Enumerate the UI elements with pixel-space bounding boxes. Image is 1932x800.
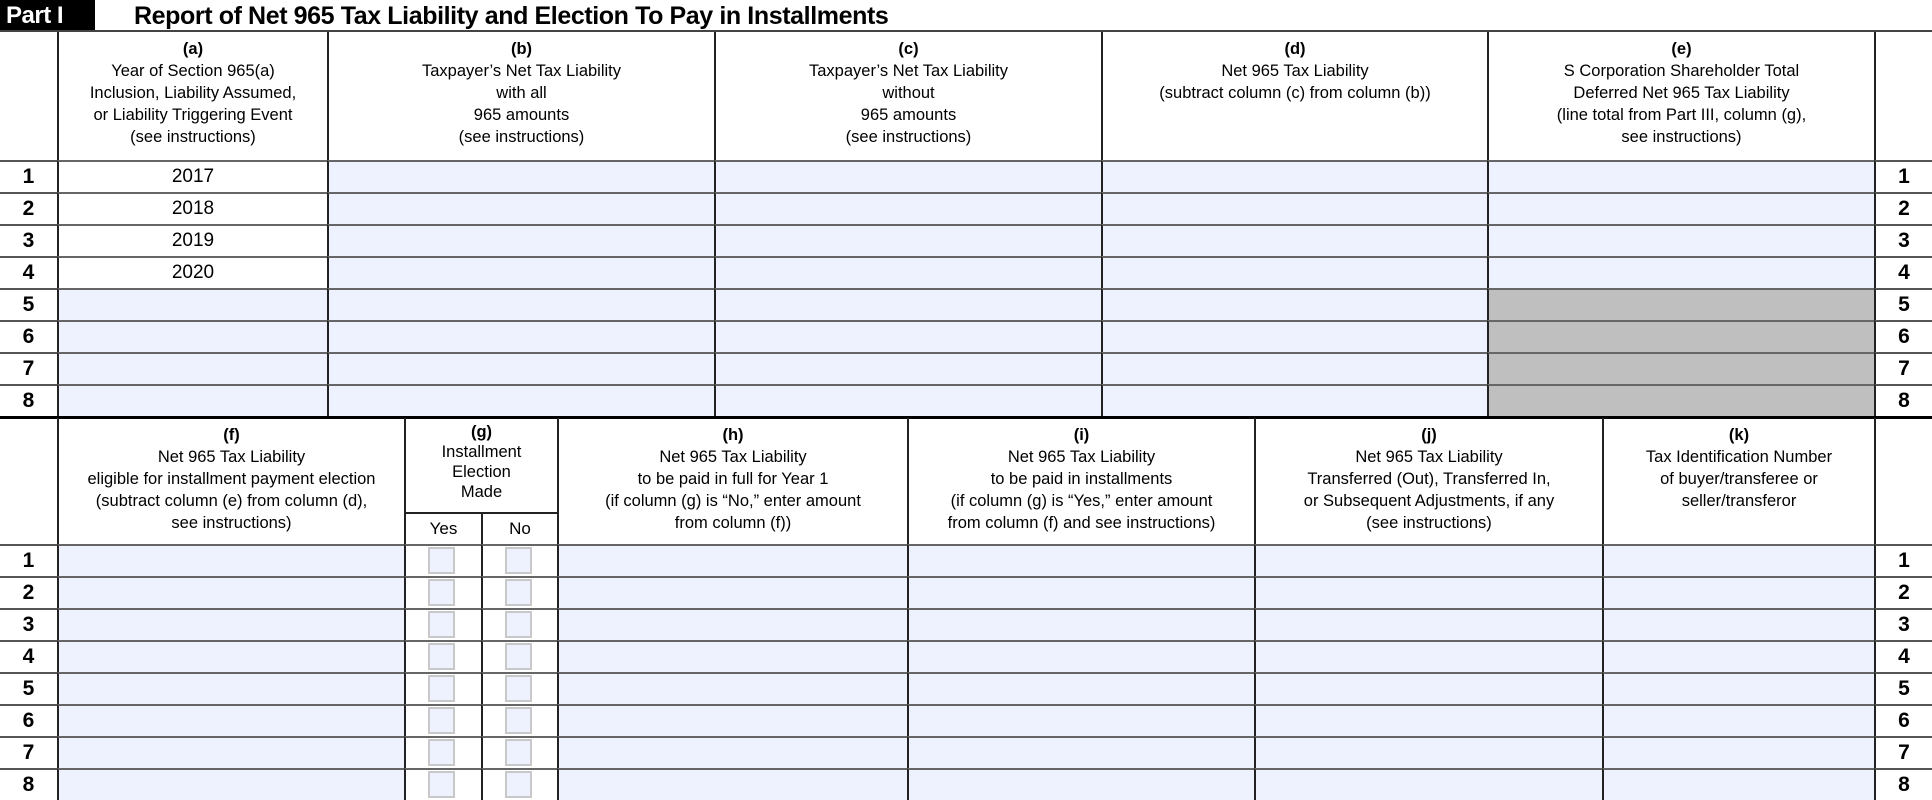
row-number-left: 3 <box>0 224 57 256</box>
amount-field[interactable] <box>714 384 1101 416</box>
column-header-line: (see instructions) <box>1366 514 1492 532</box>
year-value: 2020 <box>57 256 327 288</box>
row-number-right: 1 <box>1874 544 1932 576</box>
column-header <box>907 418 1254 544</box>
column-header-line: seller/transferor <box>1681 492 1797 510</box>
row-number-left: 6 <box>0 704 57 736</box>
column-header <box>404 418 557 512</box>
sub-header-yes: Yes <box>404 512 481 544</box>
column-header-line: Installment <box>441 443 522 461</box>
amount-field[interactable] <box>327 352 714 384</box>
column-header <box>57 418 404 544</box>
column-header <box>327 32 714 160</box>
row-number-right: 8 <box>1874 384 1932 416</box>
yes-checkbox[interactable] <box>428 611 455 638</box>
amount-field[interactable] <box>327 192 714 224</box>
tin-field[interactable] <box>1602 544 1874 576</box>
row-number-left: 2 <box>0 192 57 224</box>
row-number-left: 8 <box>0 768 57 800</box>
amount-field[interactable] <box>327 160 714 192</box>
column-header-line: (subtract column (c) from column (b)) <box>1159 84 1431 102</box>
amount-field[interactable] <box>1101 256 1487 288</box>
amount-field[interactable] <box>1254 704 1602 736</box>
shaded-cell <box>1487 352 1874 384</box>
tin-field[interactable] <box>1602 640 1874 672</box>
amount-field[interactable] <box>557 672 907 704</box>
shaded-cell <box>1487 320 1874 352</box>
no-checkbox[interactable] <box>505 643 532 670</box>
row-number-right: 8 <box>1874 768 1932 800</box>
column-header-line: Transferred (Out), Transferred In, <box>1307 470 1551 488</box>
amount-field[interactable] <box>1101 224 1487 256</box>
column-header-line: to be paid in full for Year 1 <box>637 470 829 488</box>
amount-field[interactable] <box>907 704 1254 736</box>
column-header-line: Net 965 Tax Liability <box>1355 448 1503 466</box>
row-number-right: 1 <box>1874 160 1932 192</box>
amount-field[interactable] <box>57 576 404 608</box>
amount-field[interactable] <box>907 768 1254 800</box>
row-number-left: 6 <box>0 320 57 352</box>
column-header <box>1101 32 1487 160</box>
column-header-line: Tax Identification Number <box>1645 448 1833 466</box>
amount-field[interactable] <box>1254 640 1602 672</box>
column-header-line: 965 amounts <box>860 106 957 124</box>
column-header-line: from column (f) and see instructions) <box>947 514 1216 532</box>
amount-field[interactable] <box>327 224 714 256</box>
tin-field[interactable] <box>1602 576 1874 608</box>
column-header-line: from column (f)) <box>674 514 792 532</box>
column-header <box>557 418 907 544</box>
amount-field[interactable] <box>57 640 404 672</box>
shaded-cell <box>1487 288 1874 320</box>
column-header-line: see instructions) <box>1621 128 1742 146</box>
tin-field[interactable] <box>1602 736 1874 768</box>
amount-field[interactable] <box>1487 224 1874 256</box>
column-letter: (k) <box>1728 426 1750 444</box>
column-header <box>1602 418 1874 544</box>
yes-checkbox[interactable] <box>428 579 455 606</box>
no-checkbox[interactable] <box>505 739 532 766</box>
row-number-right: 7 <box>1874 736 1932 768</box>
amount-field[interactable] <box>1254 672 1602 704</box>
year-value: 2019 <box>57 224 327 256</box>
row-number-right: 3 <box>1874 608 1932 640</box>
amount-field[interactable] <box>57 768 404 800</box>
amount-field[interactable] <box>57 608 404 640</box>
row-number-right: 2 <box>1874 576 1932 608</box>
column-header-line: or Subsequent Adjustments, if any <box>1303 492 1555 510</box>
column-header-line: eligible for installment payment election <box>87 470 376 488</box>
amount-field[interactable] <box>57 704 404 736</box>
amount-field[interactable] <box>1101 160 1487 192</box>
column-letter: (e) <box>1671 40 1692 58</box>
column-header-line: with all <box>496 84 547 102</box>
amount-field[interactable] <box>1487 160 1874 192</box>
column-header-line: Net 965 Tax Liability <box>1221 62 1369 80</box>
amount-field[interactable] <box>714 288 1101 320</box>
year-input[interactable] <box>57 352 327 384</box>
yes-checkbox[interactable] <box>428 707 455 734</box>
amount-field[interactable] <box>557 768 907 800</box>
amount-field[interactable] <box>714 352 1101 384</box>
row-number-left: 4 <box>0 640 57 672</box>
year-input[interactable] <box>57 288 327 320</box>
amount-field[interactable] <box>327 256 714 288</box>
amount-field[interactable] <box>1101 288 1487 320</box>
amount-field[interactable] <box>1101 320 1487 352</box>
row-number-right: 7 <box>1874 352 1932 384</box>
no-checkbox[interactable] <box>505 707 532 734</box>
tin-field[interactable] <box>1602 608 1874 640</box>
column-header-line: Net 965 Tax Liability <box>157 448 306 466</box>
column-header-line: (if column (g) is “No,” enter amount <box>605 492 861 510</box>
amount-field[interactable] <box>327 384 714 416</box>
row-number-left: 5 <box>0 672 57 704</box>
year-input[interactable] <box>57 320 327 352</box>
amount-field[interactable] <box>907 640 1254 672</box>
amount-field[interactable] <box>557 704 907 736</box>
column-letter: (a) <box>182 40 204 58</box>
yes-checkbox[interactable] <box>428 643 455 670</box>
column-header-line: (subtract column (e) from column (d), <box>95 492 368 510</box>
amount-field[interactable] <box>1487 256 1874 288</box>
shaded-cell <box>1487 384 1874 416</box>
column-letter: (g) <box>470 423 493 441</box>
column-header-line: Net 965 Tax Liability <box>1007 448 1156 466</box>
amount-field[interactable] <box>907 544 1254 576</box>
amount-field[interactable] <box>557 576 907 608</box>
amount-field[interactable] <box>1254 576 1602 608</box>
yes-checkbox[interactable] <box>428 739 455 766</box>
sub-header-no: No <box>481 512 557 544</box>
amount-field[interactable] <box>1101 352 1487 384</box>
column-header-line: to be paid in installments <box>990 470 1173 488</box>
amount-field[interactable] <box>1254 736 1602 768</box>
part-badge: Part I <box>0 0 95 31</box>
row-number-left: 4 <box>0 256 57 288</box>
column-header <box>1254 418 1602 544</box>
amount-field[interactable] <box>1254 768 1602 800</box>
amount-field[interactable] <box>57 672 404 704</box>
column-header-line: Taxpayer’s Net Tax Liability <box>421 62 621 80</box>
column-header-line: Deferred Net 965 Tax Liability <box>1573 84 1790 102</box>
year-value: 2017 <box>57 160 327 192</box>
column-header-line: S Corporation Shareholder Total <box>1563 62 1800 80</box>
column-letter: (h) <box>722 426 744 444</box>
column-header-line: without <box>882 84 935 102</box>
column-header-line: (line total from Part III, column (g), <box>1556 106 1807 124</box>
amount-field[interactable] <box>557 608 907 640</box>
amount-field[interactable] <box>907 672 1254 704</box>
column-header-line: Year of Section 965(a) <box>111 62 275 80</box>
column-letter: (i) <box>1073 426 1090 444</box>
amount-field[interactable] <box>1254 608 1602 640</box>
column-header-line: or Liability Triggering Event <box>93 106 293 124</box>
column-header-line: of buyer/transferee or <box>1660 470 1818 488</box>
row-number-right: 2 <box>1874 192 1932 224</box>
row-number-left: 5 <box>0 288 57 320</box>
row-number-left: 1 <box>0 160 57 192</box>
tin-field[interactable] <box>1602 672 1874 704</box>
year-input[interactable] <box>57 384 327 416</box>
column-letter: (d) <box>1284 40 1306 58</box>
amount-field[interactable] <box>557 544 907 576</box>
amount-field[interactable] <box>714 192 1101 224</box>
column-header <box>1487 32 1874 160</box>
row-number-left: 2 <box>0 576 57 608</box>
row-number-left: 8 <box>0 384 57 416</box>
amount-field[interactable] <box>907 576 1254 608</box>
amount-field[interactable] <box>907 736 1254 768</box>
row-number-right: 4 <box>1874 256 1932 288</box>
amount-field[interactable] <box>714 256 1101 288</box>
yes-checkbox[interactable] <box>428 771 455 798</box>
amount-field[interactable] <box>1101 192 1487 224</box>
amount-field[interactable] <box>557 736 907 768</box>
column-header <box>714 32 1101 160</box>
line-number-header-blank <box>1874 418 1932 544</box>
amount-field[interactable] <box>1487 192 1874 224</box>
column-header <box>57 32 327 160</box>
column-header-line: Election <box>452 463 511 481</box>
column-header-line: Made <box>460 483 503 501</box>
no-checkbox[interactable] <box>505 547 532 574</box>
row-number-left: 3 <box>0 608 57 640</box>
amount-field[interactable] <box>1254 544 1602 576</box>
year-value: 2018 <box>57 192 327 224</box>
line-number-header-blank <box>0 32 57 160</box>
tin-field[interactable] <box>1602 768 1874 800</box>
row-number-left: 7 <box>0 352 57 384</box>
column-header-line: see instructions) <box>171 514 292 532</box>
no-checkbox[interactable] <box>505 579 532 606</box>
column-header-line: Taxpayer’s Net Tax Liability <box>808 62 1008 80</box>
column-header-line: (see instructions) <box>130 128 256 146</box>
column-letter: (b) <box>510 40 533 58</box>
row-number-right: 4 <box>1874 640 1932 672</box>
column-letter: (j) <box>1421 426 1437 444</box>
row-number-left: 1 <box>0 544 57 576</box>
amount-field[interactable] <box>1101 384 1487 416</box>
amount-field[interactable] <box>557 640 907 672</box>
amount-field[interactable] <box>57 736 404 768</box>
line-number-header-blank <box>1874 32 1932 160</box>
column-letter: (f) <box>223 426 240 444</box>
row-number-left: 7 <box>0 736 57 768</box>
yes-checkbox[interactable] <box>428 547 455 574</box>
row-number-right: 5 <box>1874 288 1932 320</box>
amount-field[interactable] <box>714 320 1101 352</box>
column-header-line: (see instructions) <box>458 128 585 146</box>
no-checkbox[interactable] <box>505 611 532 638</box>
line-number-header-blank <box>0 418 57 544</box>
part-title: Report of Net 965 Tax Liability and Election To Pay in Installments <box>134 2 889 30</box>
column-header-line: (if column (g) is “Yes,” enter amount <box>950 492 1213 510</box>
row-number-right: 6 <box>1874 320 1932 352</box>
amount-field[interactable] <box>327 288 714 320</box>
row-number-right: 5 <box>1874 672 1932 704</box>
row-number-right: 3 <box>1874 224 1932 256</box>
column-header-line: (see instructions) <box>845 128 972 146</box>
no-checkbox[interactable] <box>505 771 532 798</box>
amount-field[interactable] <box>907 608 1254 640</box>
column-letter: (c) <box>898 40 919 58</box>
column-header-line: 965 amounts <box>473 106 570 124</box>
no-checkbox[interactable] <box>505 675 532 702</box>
amount-field[interactable] <box>57 544 404 576</box>
row-number-right: 6 <box>1874 704 1932 736</box>
yes-checkbox[interactable] <box>428 675 455 702</box>
tin-field[interactable] <box>1602 704 1874 736</box>
amount-field[interactable] <box>714 224 1101 256</box>
column-header-line: Inclusion, Liability Assumed, <box>89 84 297 102</box>
amount-field[interactable] <box>327 320 714 352</box>
amount-field[interactable] <box>714 160 1101 192</box>
column-header-line: Net 965 Tax Liability <box>659 448 807 466</box>
